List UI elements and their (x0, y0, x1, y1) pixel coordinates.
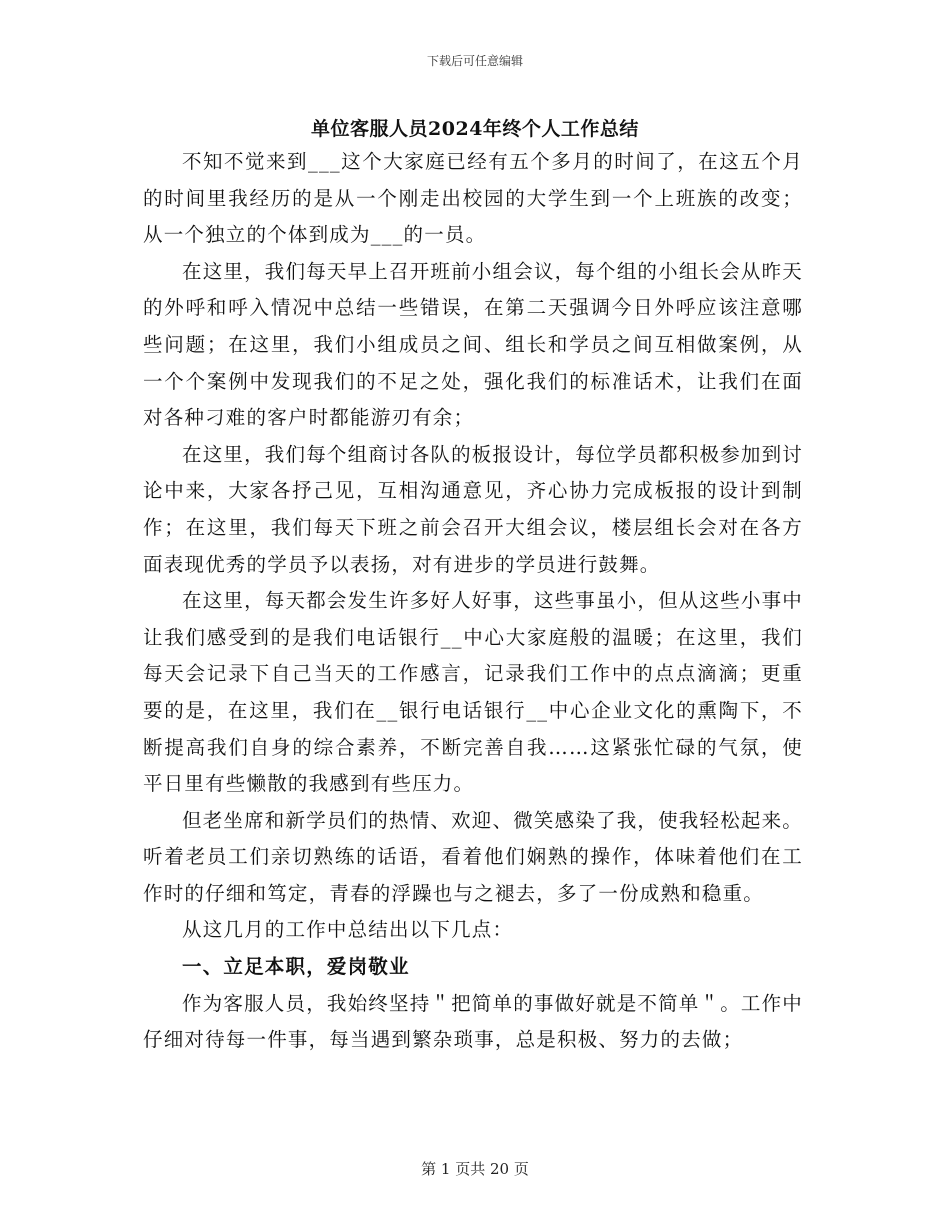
paragraph-culture: 在这里，每天都会发生许多好人好事，这些事虽小，但从这些小事中让我们感受到的是我们电话银行__中心大家庭般的温暖；在这里，我们每天会记录下自己当天的工作感言，记录我们工作中的点点滴滴；更重要的是，在这里，我们在__银行电话银行__中心企业文化的熏陶下，不断提高我们自身的综合素养，不断完善自我……这紧张忙碌的气氛，使平日里有些懒散的我感到有些压力。 (143, 589, 804, 796)
paragraph-duty: 作为客服人员，我始终坚持＂把简单的事做好就是不简单＂。工作中仔细对待每一件事，每当遇到繁杂琐事，总是积极、努力的去做； (143, 991, 804, 1052)
paragraph-summary-lead: 从这几月的工作中总结出以下几点： (182, 918, 514, 942)
document-title: 单位客服人员2024年终个人工作总结 (311, 118, 639, 140)
section-heading: 一、立足本职，爱岗敬业 (182, 955, 410, 979)
page-footer: 第 1 页共 20 页 (421, 1160, 529, 1178)
paragraph-blackboard: 在这里，我们每个组商讨各队的板报设计，每位学员都积极参加到讨论中来，大家各抒己见，互相沟通意见，齐心协力完成板报的设计到制作；在这里，我们每天下班之前会召开大组会议，楼层组长会对在各方面表现优秀的学员予以表扬，对有进步的学员进行鼓舞。 (143, 442, 804, 576)
paragraph-meetings: 在这里，我们每天早上召开班前小组会议，每个组的小组长会从昨天的外呼和呼入情况中总结一些错误，在第二天强调今日外呼应该注意哪些问题；在这里，我们小组成员之间、组长和学员之间互相做案例，从一个个案例中发现我们的不足之处，强化我们的标准话术，让我们在面对各种刁难的客户时都能游刃有余； (143, 259, 804, 430)
paragraph-intro: 不知不觉来到___这个大家庭已经有五个多月的时间了，在这五个月的时间里我经历的是从一个刚走出校园的大学生到一个上班族的改变；从一个独立的个体到成为___的一员。 (143, 150, 803, 247)
page-header: 下载后可任意编辑 (426, 54, 523, 68)
document-body (143, 144, 803, 1059)
paragraph-colleagues: 但老坐席和新学员们的热情、欢迎、微笑感染了我，使我轻松起来。听着老员工们亲切熟练的话语，看着他们娴熟的操作，体味着他们在工作时的仔细和笃定，青春的浮躁也与之褪去，多了一份成熟和稳重。 (143, 808, 804, 905)
